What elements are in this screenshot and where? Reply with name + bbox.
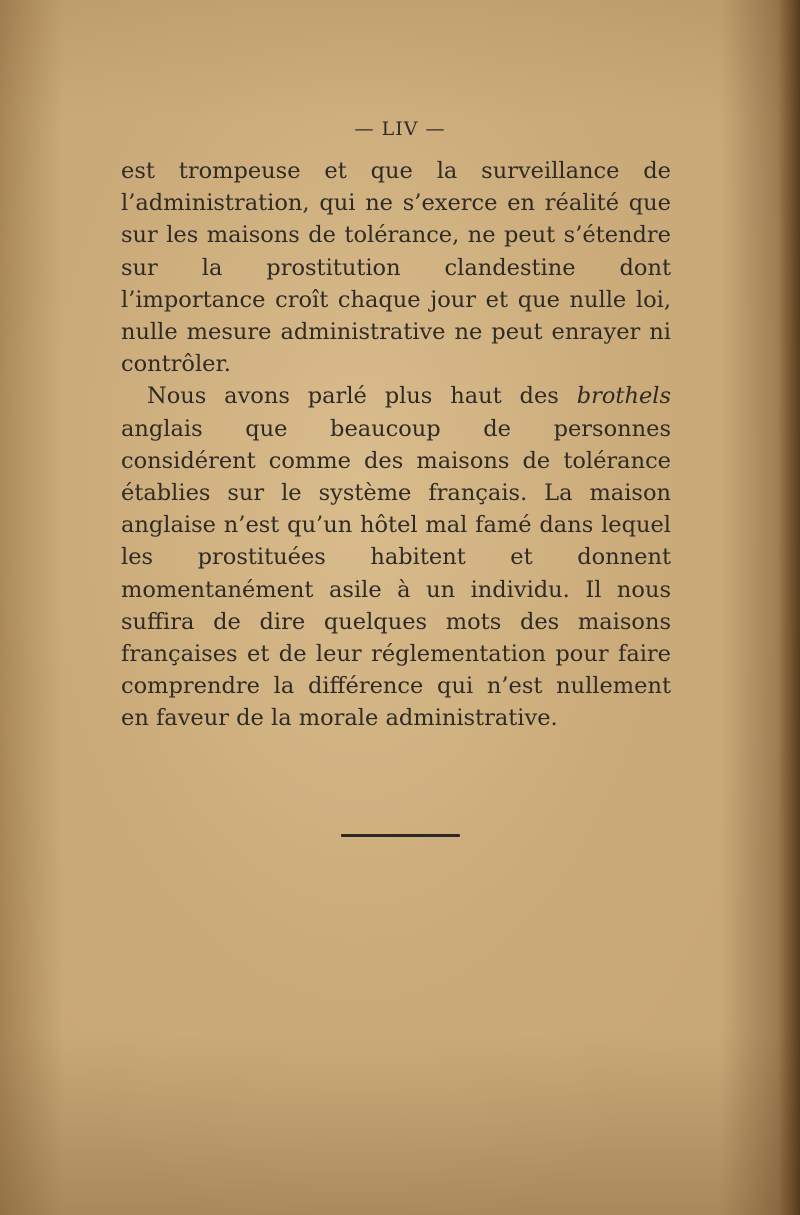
- paragraph-text-end: anglais que beaucoup de personnes considérent comme des maisons de tolérance établies sur le système français. La maison anglaise n’est qu’un hôtel mal famé dans lequel les prostituées habitent et donnent momentanément asile à un individu. Il nous suffira de dire quelques mots des maisons françaises et de leur réglementation pour faire comprendre la différence qui n’est nullement en faveur de la morale administrative.: [121, 415, 671, 732]
- italic-term-brothels: brothels: [576, 383, 671, 410]
- paragraph-text-start: Nous avons parlé plus haut des: [147, 383, 577, 410]
- section-end-rule: [341, 834, 460, 837]
- page-edge-shadow: [778, 0, 800, 1215]
- paragraph-brothels: [121, 380, 671, 734]
- page-number-header: — LIV —: [354, 118, 446, 140]
- body-text: [121, 155, 671, 735]
- paragraph-continuation: est trompeuse et que la surveillance de l’administration, qui ne s’exerce en réalité que sur les maisons de tolérance, ne peut s’étendre sur la prostitution clandestine dont l’importance croît chaque jour et que nulle loi, nulle mesure administrative ne peut enrayer ni contrôler.: [121, 158, 671, 378]
